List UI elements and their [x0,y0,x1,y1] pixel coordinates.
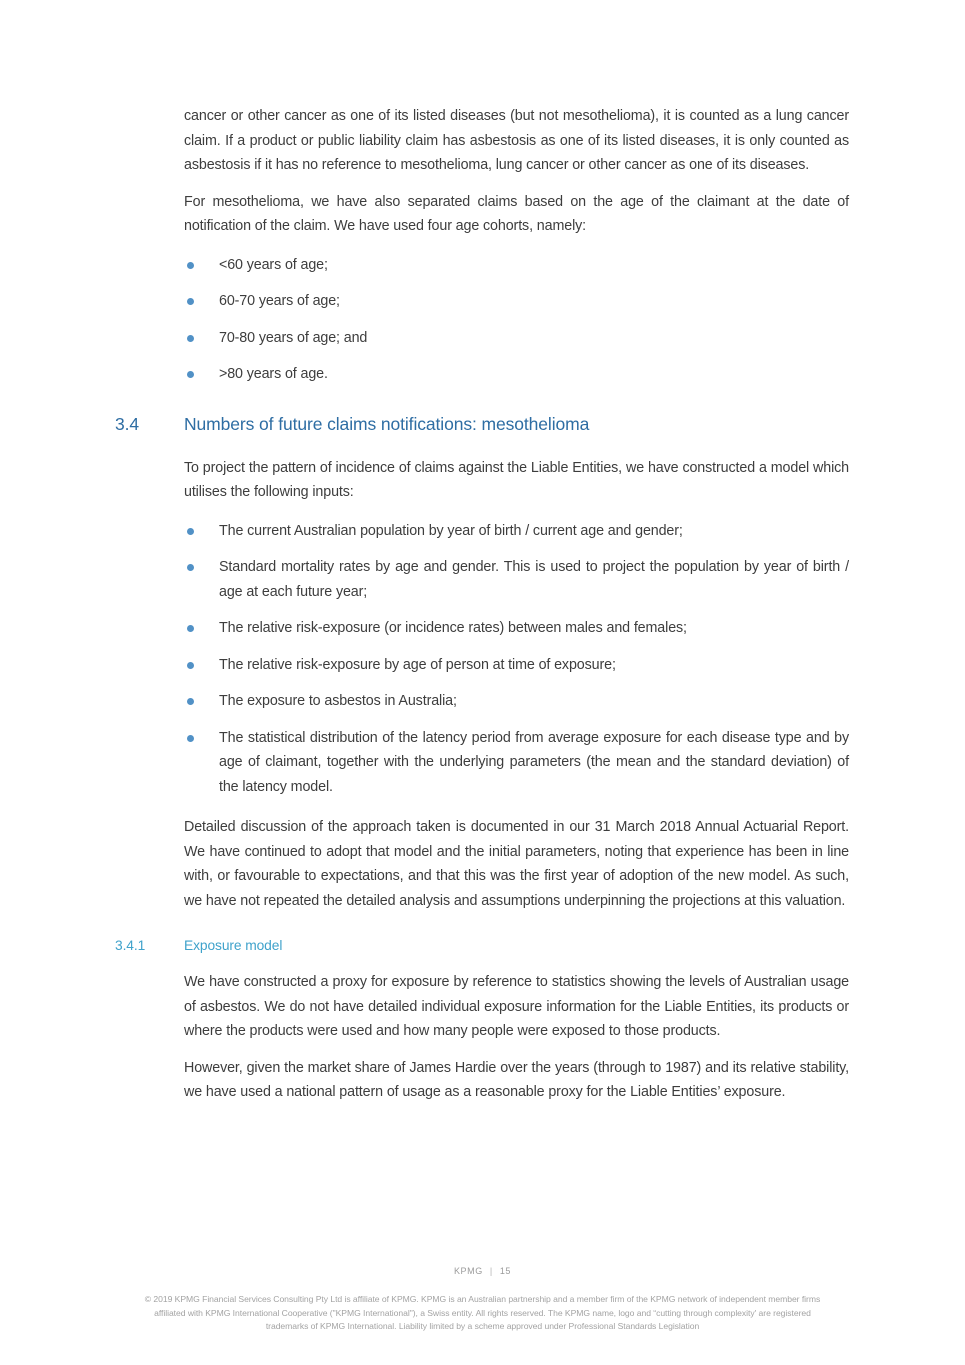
paragraph: cancer or other cancer as one of its listed diseases (but not mesothelioma), it is counted as a lung cancer claim. If a product or public liability claim has asbestosis as one of its listed diseases, it is only counted as asbestosis if it has no reference to mesothelioma, lung cancer or other cancer as one of its diseases. [184,108,849,173]
list-item [184,689,849,714]
age-cohort-list [184,253,849,387]
bullet-icon [187,262,194,269]
bullet-icon [187,662,194,669]
legal-text-line: © 2019 KPMG Financial Services Consulting Pty Ltd is affiliate of KPMG. KPMG is an Australian partnership and a member firm of the KPMG network of independent member firms [144,1294,821,1304]
paragraph: For mesothelioma, we have also separated claims based on the age of the claimant at the date of notification of the claim. We have used four age cohorts, namely: [184,193,849,234]
section-number: 3.4.1 [115,938,146,953]
bullet-icon [187,698,194,705]
page-footer [0,1266,965,1276]
footer-separator: | [489,1266,493,1276]
bullet-icon [187,528,194,535]
list-item-text: Standard mortality rates by age and gender. This is used to project the population by year of birth / age at each future year; [219,559,849,600]
list-item-text: The relative risk-exposure by age of person at time of exposure; [219,656,616,673]
section-title: Numbers of future claims notifications: mesothelioma [184,413,590,434]
list-item-text: The statistical distribution of the latency period from average exposure for each disease type and by age of claimant, together with the underlying parameters (the mean and the standard deviation) of the latency model. [219,729,849,795]
legal-disclaimer [0,1293,965,1334]
paragraph: We have constructed a proxy for exposure by reference to statistics showing the levels of Australian usage of asbestos. We do not have detailed individual exposure information for the Liable Entities, its products or where the products were used and how many people were exposed to those products. [184,974,849,1039]
list-item [184,726,849,800]
list-item-text: The exposure to asbestos in Australia; [219,693,457,709]
model-inputs-list [184,519,849,800]
bullet-icon [187,298,194,305]
section-heading-3-4 [115,413,849,435]
paragraph: However, given the market share of James Hardie over the years (through to 1987) and its relative stability, we have used a national pattern of usage as a reasonable proxy for the Liable Entities’ exposure. [184,1059,849,1100]
list-item-text: The current Australian population by year of birth / current age and gender; [219,522,683,539]
brand-name: KPMG [453,1266,483,1276]
list-item [184,519,849,544]
list-item-text: <60 years of age; [219,256,328,273]
list-item [184,362,849,387]
section-title: Exposure model [184,938,283,953]
list-item-text: >80 years of age. [219,366,328,382]
list-item-text: 70-80 years of age; and [219,329,368,346]
bullet-icon [187,335,194,342]
bullet-icon [187,371,194,378]
bullet-icon [187,625,194,632]
list-item [184,653,849,678]
list-item [184,326,849,351]
legal-text-line: affiliated with KPMG International Cooperative ("KPMG International"), a Swiss entity. All rights reserved. The KPMG name, logo and “cutting through complexity' are registered [154,1307,811,1318]
list-item [184,289,849,314]
page-body [115,104,849,1117]
list-item [184,555,849,604]
paragraph: To project the pattern of incidence of claims against the Liable Entities, we have constructed a model which utilises the following inputs: [184,459,849,500]
list-item-text: 60-70 years of age; [219,293,340,309]
bullet-icon [187,564,194,571]
list-item [184,253,849,278]
bullet-icon [187,735,194,742]
paragraph: Detailed discussion of the approach taken is documented in our 31 March 2018 Annual Actuarial Report. We have continued to adopt that model and the initial parameters, noting that experience has been in line with, or favourable to expectations, and that this was the first year of adoption of the new model. As such, we have not repeated the detailed analysis and assumptions underpinning the projections at this valuation. [184,819,849,909]
legal-text-line: trademarks of KPMG International. Liability limited by a scheme approved under Professional Standards Legislation [265,1321,700,1331]
section-heading-3-4-1 [115,937,849,955]
list-item-text: The relative risk-exposure (or incidence rates) between males and females; [219,620,687,636]
section-number: 3.4 [115,413,140,434]
list-item [184,616,849,641]
page-number: 15 [499,1266,512,1276]
